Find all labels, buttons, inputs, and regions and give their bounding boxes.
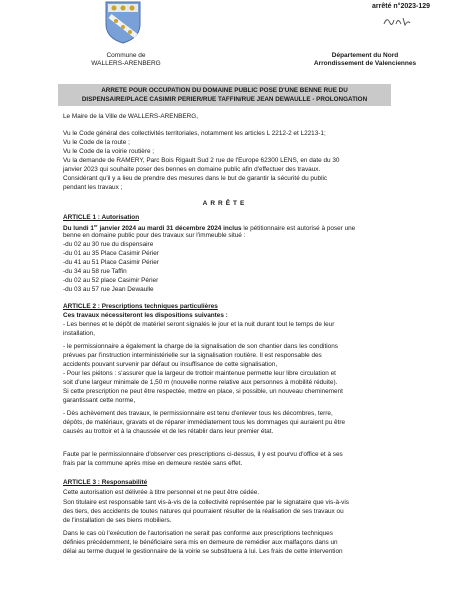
article-3-line: délai au terme duquel le gestionnaire de la voirie se substituera à lui. Les frais de cette intervention bbox=[63, 548, 343, 555]
article-3-line: de l'installation de ses biens mobiliers. bbox=[63, 517, 172, 524]
address-item: -du 34 au 58 rue Taffin bbox=[63, 268, 127, 275]
address-item: -du 03 au 57 rue Jean Dewaulle bbox=[63, 286, 154, 293]
article-2-fault-2: frais par la commune après mise en demeure restée sans effet. bbox=[63, 460, 243, 467]
department-block bbox=[300, 52, 430, 68]
article-2-line: garantissant cette norme, bbox=[63, 397, 136, 404]
article-3-line: Cette autorisation est délivrée à titre personnel et ne peut être cédée. bbox=[63, 489, 260, 496]
vu-line-3: Vu le Code de la voirie routière ; bbox=[63, 148, 155, 155]
address-item: -du 02 au 52 place Casimir Périer bbox=[63, 277, 159, 284]
arrete-number: arrêté n°2023-129 bbox=[372, 3, 431, 10]
article-2-line: accidents pouvant survenir par défaut ou insuffisance de cette signalisation, bbox=[63, 361, 278, 368]
vu-line-4a: Vu la demande de RAMERY, Parc Bois Rigault Sud 2 rue de l'Europe 62300 LENS, en date du 30 bbox=[63, 157, 340, 164]
article-2-line: - Pour les piétons : s'assurer que la largeur de trottoir maintenue permette leur libre circulation et bbox=[63, 370, 336, 377]
article-2-line: causés au trottoir et à la chaussée et de les rétablir dans leur premier état. bbox=[63, 428, 274, 435]
title-line-2: DISPENSAIRE/PLACE CASIMIR PERIER/RUE TAFFIN/RUE JEAN DEWAULLE - PROLONGATION bbox=[81, 96, 368, 103]
handwritten-initials bbox=[382, 14, 412, 28]
coat-of-arms-logo bbox=[102, 0, 144, 44]
document-title bbox=[58, 84, 391, 106]
article-1-date-prefix: Du lundi 1 bbox=[63, 225, 94, 233]
article-3-title: ARTICLE 3 : Responsabilité bbox=[63, 479, 148, 486]
article-3-line: définies précédemment, le bénéficiaire sera mis en demeure de remédier aux malfaçons dans un bbox=[63, 539, 338, 546]
article-3-line: Dans le cas où l'exécution de l'autorisation ne serait pas conforme aux prescriptions techniques bbox=[63, 530, 333, 537]
article-2-fault-1: Faute par le permissionnaire d'observer ces prescriptions ci-dessus, il y est pourvu d'office et à ses bbox=[63, 451, 343, 458]
article-1-line-1 bbox=[63, 223, 355, 232]
article-1-title: ARTICLE 1 : Autorisation bbox=[63, 214, 140, 221]
commune-label: Commune de bbox=[106, 52, 146, 59]
article-2-line: dépôts, de matériaux, gravats et de réparer immédiatement tous les dommages qui auraient pu être bbox=[63, 419, 346, 426]
article-2-line: - Les bennes et le dépôt de matériel seront signalés le jour et la nuit durant tout le temps de leur bbox=[63, 321, 335, 328]
article-1-line-2: benne en domaine public pour des travaux sur l'immeuble situé : bbox=[63, 232, 246, 239]
article-2-subtitle: Ces travaux nécessiteront les dispositions suivantes : bbox=[63, 312, 228, 319]
article-2-title: ARTICLE 2 : Prescriptions techniques particulières bbox=[63, 303, 218, 310]
article-3-line: des tiers, des accidents de toutes natures qui pourraient résulter de la réalisation de ses travaux ou bbox=[63, 508, 344, 515]
article-2-line: - le permissionnaire a également la charge de la signalisation de son chantier dans les conditions bbox=[63, 343, 338, 350]
article-1-line-1-rest: le pétitionnaire est autorisé à poser une bbox=[241, 225, 356, 233]
article-3-line: Son titulaire est responsable tant vis-à-vis de la collectivité représentée par le signataire que vis-à-vis bbox=[63, 499, 349, 506]
address-item: -du 01 au 35 Place Casimir Périer bbox=[63, 250, 159, 257]
article-2-line: - Dès achèvement des travaux, le permissionnaire est tenu d'enlever tous les décombres, terre, bbox=[63, 410, 333, 417]
article-2-line: Si cette prescription ne peut être respectée, mettre en place, si possible, un nouveau cheminement bbox=[63, 388, 343, 395]
arrete-heading: ARRÊTE bbox=[202, 200, 248, 207]
article-1-date-sup: er bbox=[93, 223, 98, 228]
article-2-line: installation, bbox=[63, 330, 95, 337]
article-2-line: prévues par l'instruction interministérielle sur la signalisation routière. Il est responsable des bbox=[63, 352, 322, 359]
address-item: -du 41 au 51 Place Casimir Périer bbox=[63, 259, 159, 266]
address-item: -du 02 au 30 rue du dispensaire bbox=[63, 241, 154, 248]
article-2-line: soit d'une largeur minimale de 1,50 m (nouvelle norme relative aux personnes à mobilité réduite). bbox=[63, 379, 338, 386]
title-line-1: ARRETE POUR OCCUPATION DU DOMAINE PUBLIC POSE D'UNE BENNE RUE DU bbox=[101, 87, 348, 94]
department-line: Département du Nord bbox=[331, 52, 399, 59]
article-1-date-range: janvier 2024 au mardi 31 décembre 2024 inclus bbox=[97, 225, 242, 233]
commune-name: WALLERS-ARENBERG bbox=[91, 60, 161, 67]
considerant-line-2: pendant les travaux ; bbox=[63, 184, 123, 191]
commune-block bbox=[66, 52, 186, 68]
arrondissement-line: Arrondissement de Valenciennes bbox=[313, 60, 417, 67]
vu-line-4b: janvier 2023 qui souhaite poser des bennes en domaine public afin d'effectuer des travaux. bbox=[63, 166, 321, 173]
mayor-line: Le Maire de la Ville de WALLERS-ARENBERG, bbox=[63, 113, 198, 120]
vu-line-2: Vu le Code de la route ; bbox=[63, 139, 130, 146]
vu-line-1: Vu le Code général des collectivités territoriales, notamment les articles L 2212-2 et L2213-1; bbox=[63, 130, 326, 137]
considerant-line-1: Considérant qu'il y a lieu de prendre des mesures dans le but de garantir la sécurité du public bbox=[63, 175, 328, 182]
